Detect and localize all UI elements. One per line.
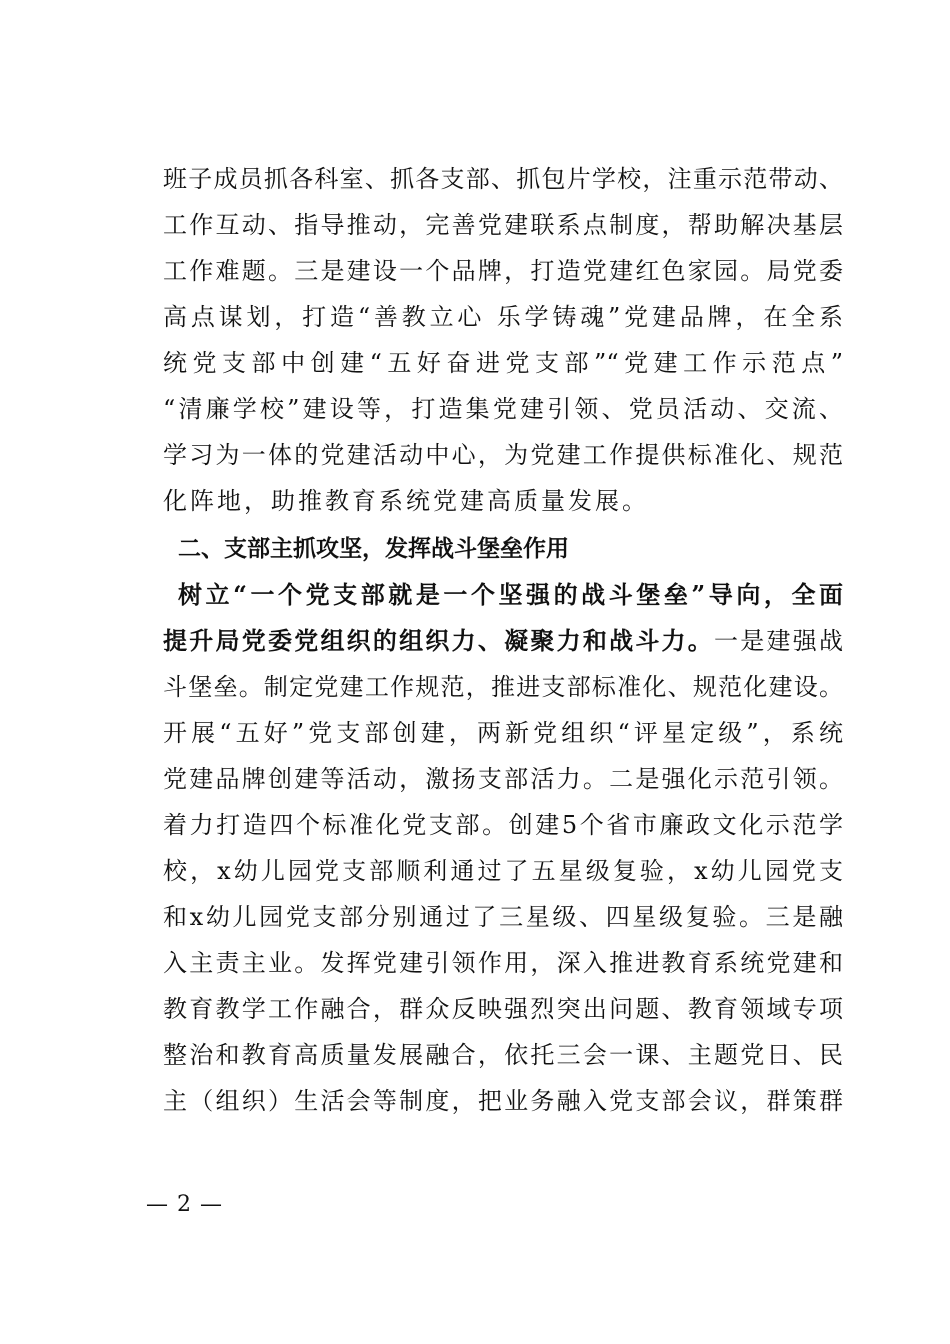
- body-line: 工作互动、指导推动，完善党建联系点制度，帮助解决基层: [163, 211, 843, 239]
- body-line: 整治和教育高质量发展融合，依托三会一课、主题党日、民: [163, 1041, 843, 1069]
- body-line: 高点谋划，打造“善教立心 乐学铸魂”党建品牌，在全系: [163, 303, 843, 331]
- body-line: 主（组织）生活会等制度，把业务融入党支部会议，群策群: [163, 1087, 843, 1115]
- page-number: — 2 —: [146, 1192, 223, 1217]
- body-line: 校，x幼儿园党支部顺利通过了五星级复验，x幼儿园党支: [163, 857, 843, 885]
- body-line-mixed: [163, 626, 843, 656]
- body-line: 统党支部中创建“五好奋进党支部”“党建工作示范点”: [163, 349, 843, 377]
- body-line: 和x幼儿园党支部分别通过了三星级、四星级复验。三是融: [163, 903, 843, 931]
- section-heading: 二、支部主抓攻坚，发挥战斗堡垒作用: [178, 536, 569, 562]
- body-line: 学习为一体的党建活动中心，为党建工作提供标准化、规范: [163, 441, 843, 469]
- body-line: 开展“五好”党支部创建，两新党组织“评星定级”，系统: [163, 719, 843, 747]
- body-line: 党建品牌创建等活动，激扬支部活力。二是强化示范引领。: [163, 765, 843, 793]
- bold-lead-text: 提升局党委党组织的组织力、凝聚力和战斗力。: [163, 626, 715, 655]
- body-line: 着力打造四个标准化党支部。创建5个省市廉政文化示范学: [163, 811, 843, 839]
- body-text: 一是建强战: [714, 627, 844, 655]
- body-line: “清廉学校”建设等，打造集党建引领、党员活动、交流、: [163, 395, 843, 423]
- body-line: 入主责主业。发挥党建引领作用，深入推进教育系统党建和: [163, 949, 843, 977]
- body-line: 教育教学工作融合，群众反映强烈突出问题、教育领域专项: [163, 995, 843, 1023]
- body-line: 班子成员抓各科室、抓各支部、抓包片学校，注重示范带动、: [163, 165, 843, 193]
- bold-lead-line: 树立“一个党支部就是一个坚强的战斗堡垒”导向，全面: [178, 580, 843, 609]
- body-line: 斗堡垒。制定党建工作规范，推进支部标准化、规范化建设。: [163, 673, 843, 701]
- body-line: 化阵地，助推教育系统党建高质量发展。: [163, 487, 649, 515]
- body-line: 工作难题。三是建设一个品牌，打造党建红色家园。局党委: [163, 257, 843, 285]
